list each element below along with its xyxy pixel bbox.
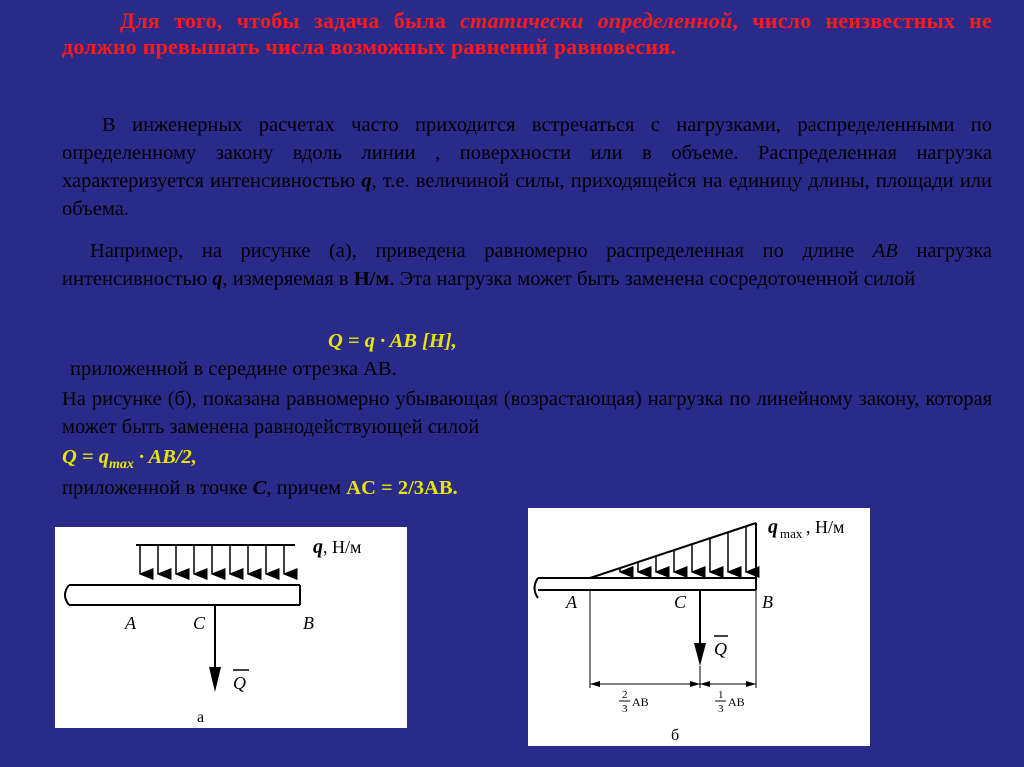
formula-uniform: Q = q · AB [Н], bbox=[328, 330, 457, 352]
dim2-ab: AB bbox=[728, 695, 745, 709]
p5-text-1: приложенной в точке bbox=[62, 477, 253, 499]
figure-a bbox=[55, 527, 407, 728]
p1-q: q bbox=[361, 170, 372, 192]
p1-text-2: , т.е. величиной силы, приходящейся на единицу длины, площади или объема. bbox=[62, 170, 992, 220]
p1-text-1: В инженерных расчетах часто приходится встречаться с нагрузками, распределенными по определенному закону вдоль линии , поверхности или в объеме. Распределенная нагрузка характеризуется интенсивностью bbox=[62, 114, 992, 192]
dim1-ab: AB bbox=[632, 695, 649, 709]
label-C-b: C bbox=[674, 592, 687, 612]
label-Q-a: Q bbox=[233, 673, 246, 693]
figure-b bbox=[528, 508, 870, 746]
paragraph-example-b: На рисунке (б), показана равномерно убывающая (возрастающая) нагрузка по линейному закону, которая может быть заменена равнодействующей силой bbox=[62, 388, 992, 438]
label-B-b: B bbox=[762, 592, 773, 612]
p5-ac: AC = 2/3AB. bbox=[346, 477, 458, 499]
p2-ab: AB bbox=[872, 240, 898, 262]
p2-text-3: , измеряемая в bbox=[222, 268, 354, 290]
p5-c: C bbox=[252, 477, 267, 499]
paragraph-distributed-load bbox=[62, 111, 992, 223]
label-q-b: q bbox=[768, 516, 778, 538]
load-arrows-a bbox=[140, 545, 284, 574]
p2-text-4: . Эта нагрузка может быть заменена сосредоточенной силой bbox=[389, 268, 916, 290]
paragraph-example-a bbox=[62, 237, 992, 293]
dimension-lines-b bbox=[590, 590, 756, 688]
label-q-a: q bbox=[313, 536, 323, 558]
p2-q: q bbox=[212, 268, 223, 290]
caption-a: а bbox=[197, 709, 205, 726]
formula2-part-b: · AB/2, bbox=[133, 446, 197, 468]
paragraph-middle: приложенной в середине отрезка AB. bbox=[70, 358, 397, 380]
label-A-b: A bbox=[566, 592, 577, 612]
dim1-den: 3 bbox=[622, 703, 628, 715]
intro-text-1: Для того, чтобы задача была bbox=[120, 8, 461, 33]
intro-text-2: , число неизвестных не должно превышать числа возможных равнений равновесия. bbox=[62, 8, 992, 59]
formula2-part-a: Q = q bbox=[62, 446, 109, 468]
label-B-a: B bbox=[303, 613, 314, 633]
figure-b-diagram bbox=[528, 508, 870, 746]
p2-unit: Н/м bbox=[353, 268, 390, 290]
figure-a-diagram bbox=[55, 527, 407, 728]
label-qsub-b: max bbox=[780, 526, 803, 541]
dim1-num: 2 bbox=[622, 689, 628, 701]
p2-text-2: нагрузка интенсивностью bbox=[62, 240, 992, 290]
dim2-num: 1 bbox=[718, 689, 724, 701]
caption-b: б bbox=[671, 727, 680, 744]
intro-paragraph bbox=[62, 8, 992, 60]
triangle-load-b bbox=[590, 523, 756, 578]
formula2-sub: max bbox=[109, 457, 134, 473]
resultant-arrowhead-b bbox=[694, 643, 706, 666]
label-A-a: A bbox=[125, 613, 136, 633]
p2-text-1: Например, на рисунке (а), приведена равномерно распределенная по длине bbox=[90, 240, 873, 262]
resultant-arrowhead-a bbox=[209, 667, 221, 692]
dim2-den: 3 bbox=[718, 703, 724, 715]
beam-a bbox=[65, 585, 300, 605]
label-unit-b: , Н/м bbox=[806, 517, 845, 537]
label-Q-b: Q bbox=[714, 639, 727, 659]
p5-text-2: , причем bbox=[266, 477, 347, 499]
load-arrows-b bbox=[620, 527, 746, 572]
paragraph-point-c bbox=[62, 474, 662, 502]
label-C-a: C bbox=[193, 613, 206, 633]
label-unit-a: , Н/м bbox=[323, 537, 362, 557]
intro-emphasis: статически определенной bbox=[460, 8, 733, 33]
